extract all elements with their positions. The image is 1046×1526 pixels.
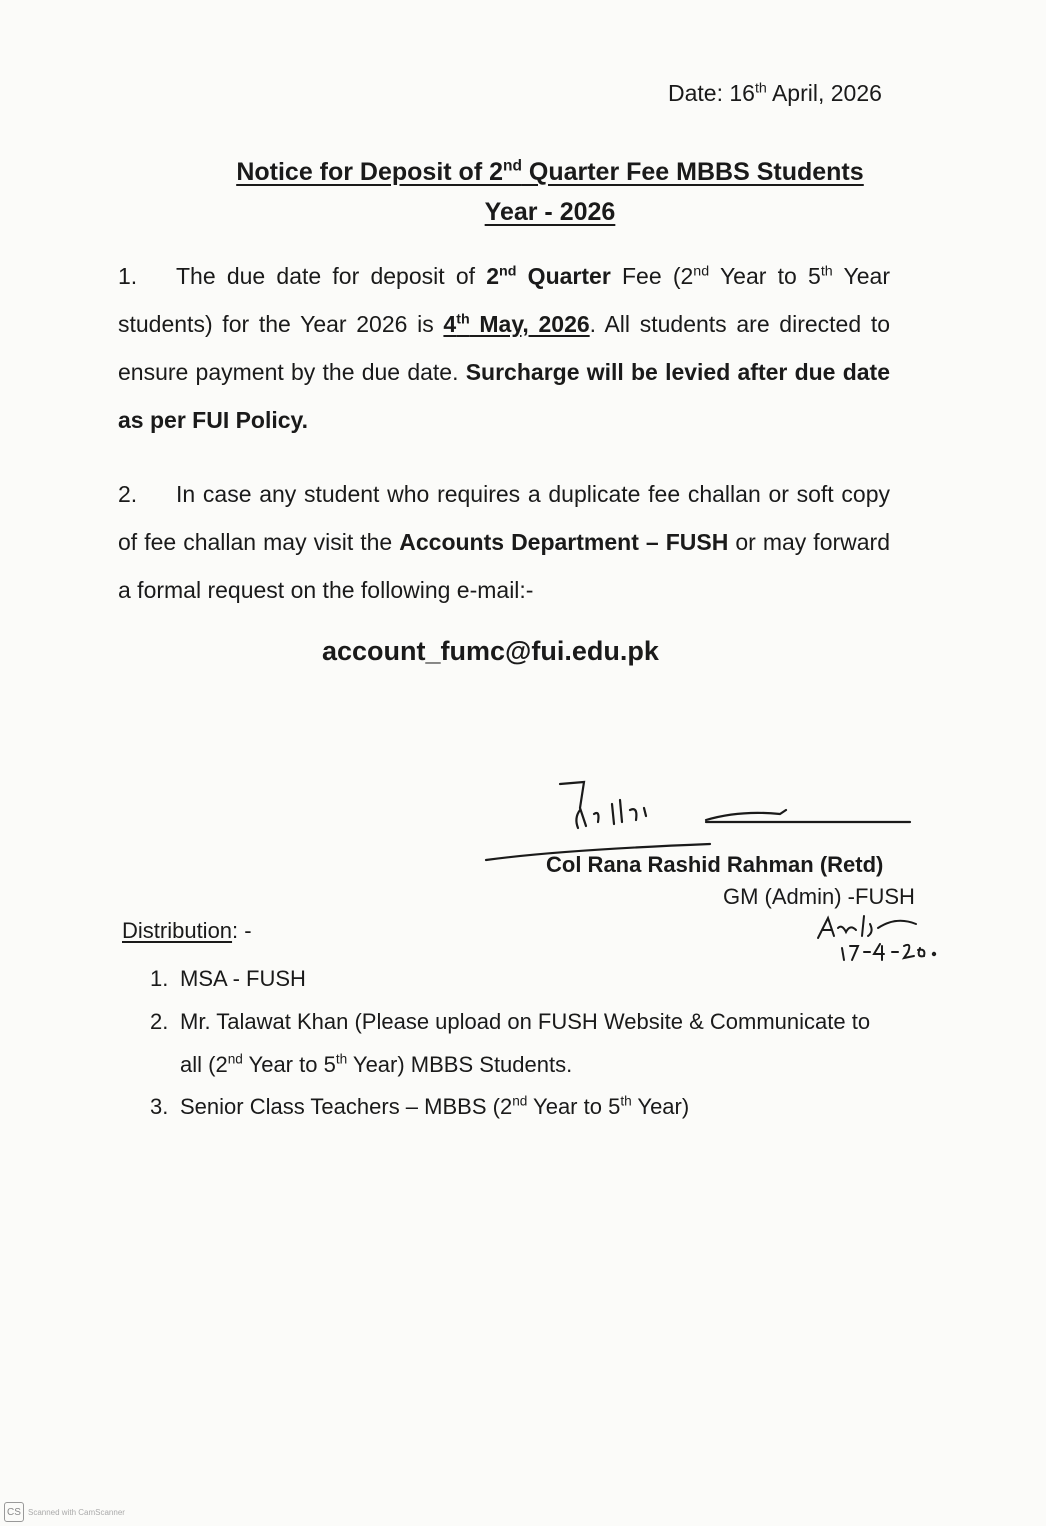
list-item: 1. MSA - FUSH [150, 966, 306, 991]
watermark-text: Scanned with CamScanner [28, 1507, 125, 1517]
signatory-name: Col Rana Rashid Rahman (Retd) [546, 852, 884, 877]
notice-date: Date: 16th April, 2026 [668, 80, 882, 106]
scanner-watermark [4, 1502, 125, 1522]
list-item: 2. Mr. Talawat Khan (Please upload on FUSH Website & Communicate to all (2nd Year to 5th Year) MBBS Students. [150, 1009, 871, 1077]
paragraph-2: 2. In case any student who requires a duplicate fee challan or soft copy of fee challan may visit the Accounts Department – FUSH or may forward a formal request on the following e-mail:- [118, 481, 891, 603]
surcharge-warning: Surcharge will be levied after due date as per FUI Policy. [118, 359, 890, 433]
signatory-title: GM (Admin) -FUSH [723, 884, 915, 909]
list-item: 3. Senior Class Teachers – MBBS (2nd Year to 5th Year) [150, 1093, 690, 1119]
paragraph-1: 1. The due date for deposit of 2nd Quarter Fee (2nd Year to 5th Year students) for the Year 2026 is 4th May, 2026. All students are directed to ensure payment by the due date. Surcharge will be levied after due date as per FUI Policy. [118, 263, 891, 433]
contact-email: account_fumc@fui.edu.pk [322, 636, 659, 666]
handwritten-signature [480, 770, 920, 862]
distribution-list [150, 964, 890, 1122]
distribution-label: Distribution: - [122, 918, 252, 943]
accounts-department: Accounts Department – FUSH [399, 529, 729, 555]
due-date: 4th May, 2026 [443, 311, 590, 337]
title-line-2: Year - 2026 [484, 198, 616, 226]
title-line-1: Notice for Deposit of 2nd Quarter Fee MBBS Students [236, 157, 864, 186]
handwritten-initial-date [812, 910, 944, 962]
camscanner-logo: CS [4, 1502, 24, 1522]
notice-title [120, 152, 980, 232]
